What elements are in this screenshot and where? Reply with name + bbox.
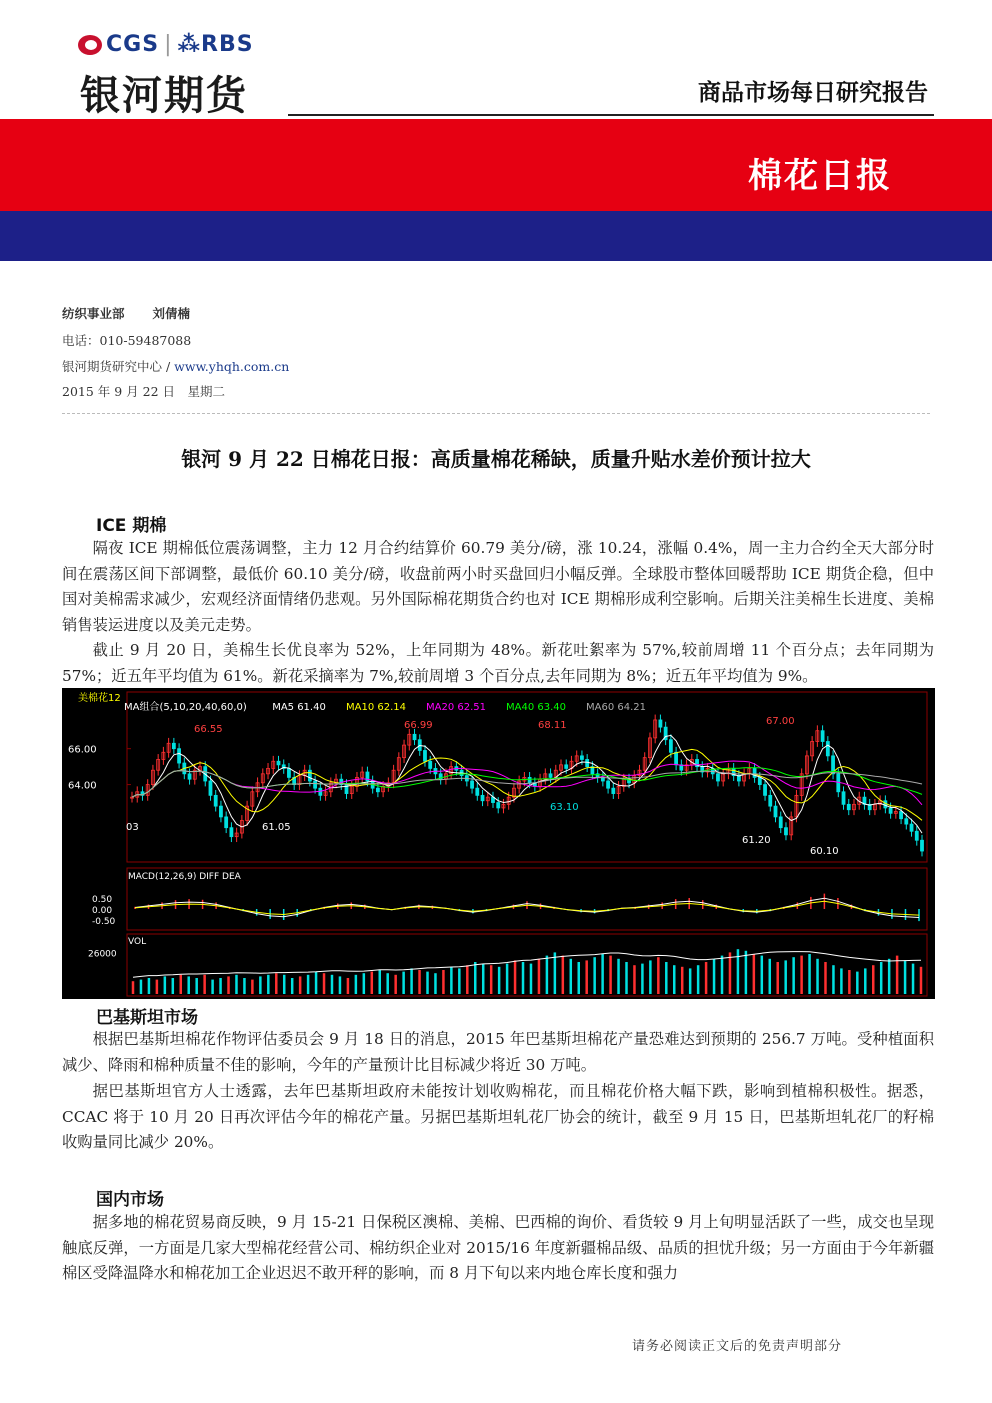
ma-legend-1: MA5 61.40 — [272, 702, 326, 713]
author-name: 刘倩楠 — [152, 306, 191, 321]
candle-body — [209, 781, 212, 795]
paragraph-domestic-1: 据多地的棉花贸易商反映，9 月 15-21 日保税区澳棉、美棉、巴西棉的询价、看货较 9 月上旬明显活跃了一些，成交也呈现触底反弹，一方面是几家大型棉花经营公司、棉纺织企业对 2015/16 年度新疆棉品级、品质的担忧升级；另一方面由于今年新疆棉区受降温降水和棉花加工企业迟迟不敢开秤的影响，而 8 月下旬以来内地仓库长度和强力 — [62, 1213, 934, 1282]
candle-body — [376, 788, 379, 792]
department: 纺织事业部 — [62, 306, 125, 321]
research-center — [62, 357, 289, 375]
ma-legend-3: MA20 62.51 — [426, 702, 486, 713]
candle-body — [178, 749, 181, 763]
candle-body — [277, 761, 280, 765]
brand-name: 银河期货 — [80, 73, 248, 119]
price-label-4: 61.05 — [262, 822, 291, 833]
headline: 银河 9 月 22 日棉花日报：高质量棉花稀缺，质量升贴水差价预计拉大 — [181, 447, 811, 471]
candle-body — [900, 812, 903, 819]
price-label-3: 67.00 — [766, 716, 795, 727]
disclaimer-footer: 请务必阅读正文后的免责声明部分 — [632, 1339, 843, 1354]
candle-body — [910, 824, 913, 831]
candle-body — [784, 828, 787, 835]
candle-body — [580, 756, 583, 760]
y-tick-1: 64.00 — [68, 780, 97, 792]
website-link[interactable]: www.yhqh.com.cn — [174, 359, 290, 374]
candle-body — [481, 795, 484, 800]
candle-body — [565, 765, 568, 769]
ma-legend-5: MA60 64.21 — [586, 702, 646, 713]
candle-body — [915, 831, 918, 840]
candle-body — [716, 774, 719, 781]
candle-body — [423, 750, 426, 761]
chart-title: 美棉花12 — [78, 693, 121, 704]
candle-body — [214, 795, 217, 806]
candle-body — [779, 817, 782, 828]
candle-body — [905, 819, 908, 824]
paragraph-ice-2: 截止 9 月 20 日，美棉生长优良率为 52%，上年同期为 48%。新花吐絮率为 57%,较前周增 11 个百分点；去年同期为 57%；近五年平均值为 61%。新花采摘率为 7%,较前周增 3 个百分点,去年同期为 8%；近五年平均值为 9%。 — [62, 641, 934, 685]
brand-top: CGS — [106, 32, 160, 57]
brand-partner: RBS — [201, 32, 254, 57]
candle-body — [607, 781, 610, 788]
price-label-7: 03 — [126, 822, 139, 833]
chart-svg — [62, 688, 935, 999]
cgs-swirl-icon — [78, 35, 102, 55]
ma-legend-4: MA40 63.40 — [506, 702, 566, 713]
band-title: 棉花日报 — [748, 156, 892, 196]
price-label-6: 60.10 — [810, 846, 839, 857]
candle-body — [769, 795, 772, 806]
price-label-1: 66.99 — [404, 720, 433, 731]
macd-tick-0: 0.50 — [92, 895, 113, 905]
macd-panel-frame — [127, 868, 927, 930]
section-title-domestic: 国内市场 — [96, 1190, 164, 1210]
section-title-ice: ICE 期棉 — [96, 516, 167, 536]
candle-body — [586, 759, 589, 766]
candle-body — [758, 777, 761, 784]
price-label-5: 61.20 — [742, 835, 771, 846]
candle-body — [826, 742, 829, 756]
candle-body — [847, 804, 850, 809]
divider — [62, 413, 930, 414]
candle-body — [612, 788, 615, 793]
macd-tick-2: -0.50 — [92, 917, 116, 927]
section-title-pakistan: 巴基斯坦市场 — [96, 1008, 198, 1028]
candle-body — [842, 792, 845, 805]
rbs-icon: ⁂ — [177, 32, 201, 57]
price-label-8: 63.10 — [550, 802, 579, 813]
candle-body — [669, 740, 672, 753]
price-label-2: 68.11 — [538, 720, 567, 731]
ma-legend-0: MA组合(5,10,20,40,60,0) — [124, 702, 247, 713]
candle-body — [188, 774, 191, 779]
candle-body — [230, 828, 233, 837]
candle-body — [429, 761, 432, 768]
report-type: 商品市场每日研究报告 — [698, 80, 928, 106]
price-label-0: 66.55 — [194, 724, 223, 735]
candle-body — [172, 743, 175, 748]
candle-body — [471, 781, 474, 788]
candle-body — [659, 720, 662, 727]
author-line — [62, 304, 190, 322]
candle-body — [225, 817, 228, 828]
candle-body — [314, 781, 317, 788]
candle-body — [889, 808, 892, 813]
header-rule — [288, 114, 934, 116]
paragraph-pakistan-2: 据巴基斯坦官方人士透露，去年巴基斯坦政府未能按计划收购棉花，而且棉花价格大幅下跌，影响到植棉积极性。据悉，CCAC 将于 10 月 20 日再次评估今年的棉花产量。另据巴基斯坦轧花厂协会的统计，截至 9 月 15 日，巴基斯坦轧花厂的籽棉收购量同比减少 20%。 — [62, 1082, 934, 1151]
candle-body — [476, 788, 479, 795]
candle-body — [675, 752, 678, 765]
candle-body — [528, 777, 531, 782]
cotton-futures-chart — [62, 688, 935, 999]
volume-tick-0: 26000 — [88, 949, 117, 960]
phone: 电话：010-59487088 — [62, 333, 192, 348]
report-date: 2015 年 9 月 22 日 星期二 — [62, 384, 226, 399]
blue-band — [0, 211, 992, 261]
y-tick-0: 66.00 — [68, 744, 97, 756]
candle-body — [549, 774, 552, 778]
macd-label: MACD(12,26,9) DIFF DEA — [128, 872, 241, 882]
candle-body — [821, 731, 824, 742]
candle-body — [774, 806, 777, 817]
candle-body — [308, 770, 311, 781]
candle-body — [764, 785, 767, 796]
candle-body — [413, 734, 416, 739]
volume-panel-frame — [127, 934, 927, 996]
candle-body — [921, 840, 924, 851]
candle-body — [287, 768, 290, 777]
ma-legend-2: MA10 62.14 — [346, 702, 406, 713]
paragraph-ice-1: 隔夜 ICE 期棉低位震荡调整，主力 12 月合约结算价 60.79 美分/磅，涨 10.24，涨幅 0.4%，周一主力合约全天大部分时间在震荡区间下部调整，最低价 60.10 美分/磅，收盘前两小时买盘回归小幅反弹。全球股市整体回暖帮助 ICE 期货企稳，但中国对美棉需求减少，宏观经济面情绪仍悲观。另外国际棉花期货合约也对 ICE 期棉形成利空影响。后期关注美棉生长进度、美棉销售装运进度以及美元走势。 — [62, 539, 934, 634]
candle-body — [219, 806, 222, 817]
center-name: 银河期货研究中心 / — [62, 359, 175, 374]
paragraph-pakistan-1: 根据巴基斯坦棉花作物评估委员会 9 月 18 日的消息，2015 年巴基斯坦棉花产量恐难达到预期的 256.7 万吨。受种植面积减少、降雨和棉种质量不佳的影响，今年的产量预计比目标减少将近 30 万吨。 — [62, 1030, 934, 1074]
cgs-rbs-logo: CGS | ⁂RBS — [78, 32, 254, 57]
volume-label: VOL — [128, 937, 147, 947]
candle-body — [497, 803, 500, 808]
macd-tick-1: 0.00 — [92, 906, 113, 916]
